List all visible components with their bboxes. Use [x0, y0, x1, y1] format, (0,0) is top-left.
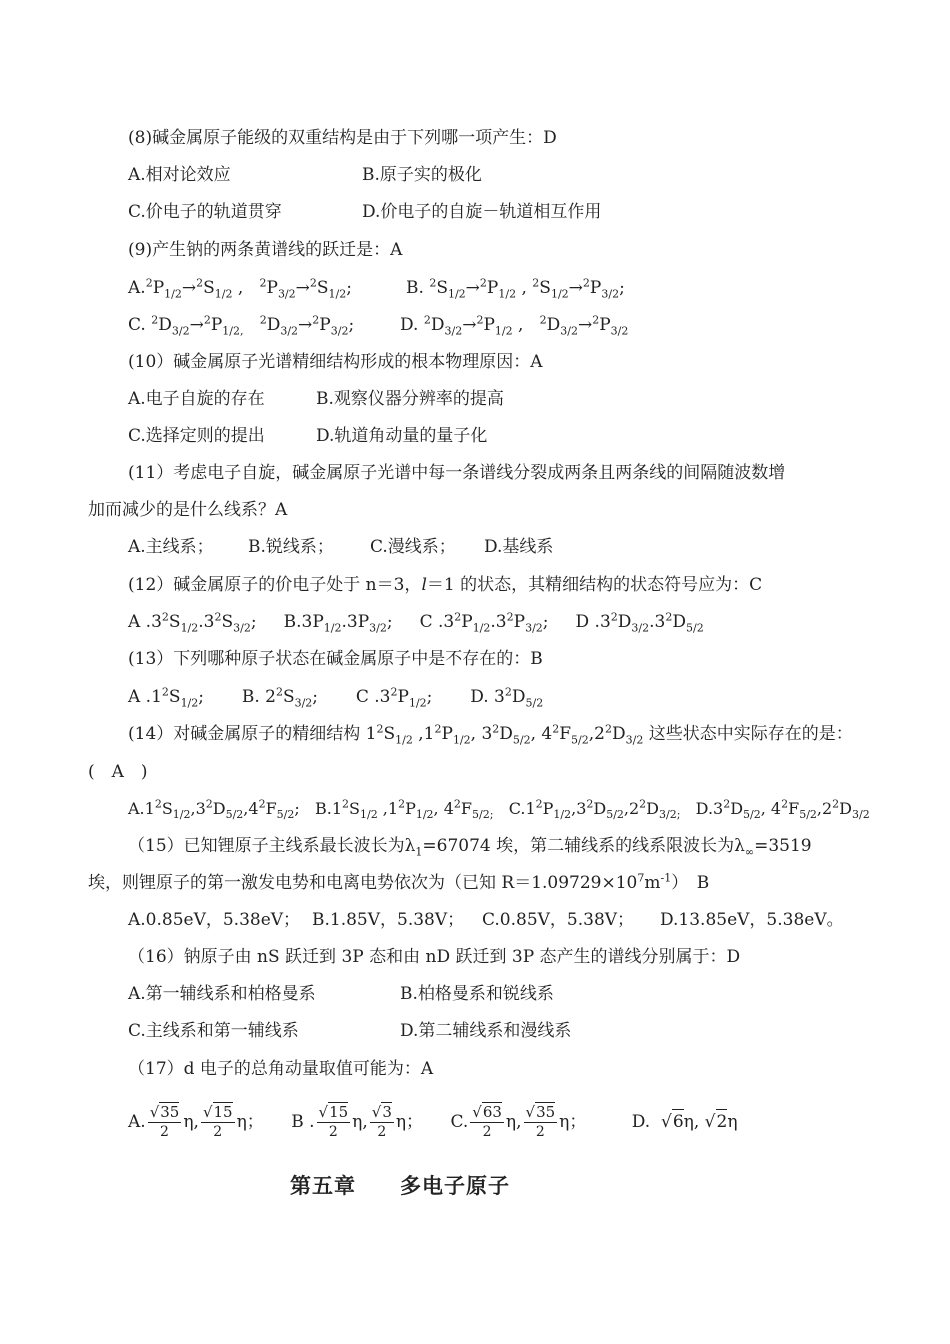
question-13-options: A $.1^2S_{1/2}$; B. $2^2S_{3/2}$; C $.3^2P_{1/2}$; D. $3^2D_{5/2}$: [128, 685, 544, 710]
question-17-option-a: A. $\frac{√35}{2}$ η, $\frac{√15}{2}$ η；: [128, 1103, 264, 1140]
question-16-option-c: C.主线系和第一辅线系: [128, 1021, 299, 1041]
chapter-title: 第五章 多电子原子: [290, 1173, 510, 1198]
question-14-stem: (14）对碱金属原子的精细结构 $1^2S_{1/2}$ $,1^2P_{1/2}$, $3^2D_{5/2}$, $4^2F_{5/2},2^2D_{3/2}$ 这些状态中实际存在的是：: [128, 722, 853, 747]
question-16-option-a: A.第一辅线系和柏格曼系: [128, 984, 316, 1004]
question-17-stem: （17）d 电子的总角动量取值可能为：A: [128, 1059, 434, 1079]
question-8-option-a: A.相对论效应: [128, 165, 231, 185]
question-11-stem-line2: 加而减少的是什么线系？A: [88, 500, 288, 520]
question-15-option-c: C.0.85V，5.38V；: [482, 910, 635, 930]
question-15-stem-line2: 埃，则锂原子的第一激发电势和电离电势依次为（已知 $R=1.09729\times 10^7m^{-1}$） B: [88, 871, 710, 893]
question-15-option-a: A.0.85eV，5.38eV；: [128, 910, 301, 930]
question-10-option-a: A.电子自旋的存在: [128, 389, 265, 409]
question-10-option-b: B.观察仪器分辨率的提高: [316, 389, 504, 409]
question-11-option-b: B.锐线系；: [248, 537, 334, 557]
question-9-stem: (9)产生钠的两条黄谱线的跃迁是：A: [128, 240, 403, 260]
question-16-stem: （16）钠原子由 nS 跃迁到 3P 态和由 nD 跃迁到 3P 态产生的谱线分别属于：D: [128, 947, 741, 967]
question-8-stem: (8)碱金属原子能级的双重结构是由于下列哪一项产生：D: [128, 128, 557, 148]
question-9-option-d: D. $^2D_{3/2}\to^2P_{1/2}$ , $^2D_{3/2}\to^2P_{3/2}$: [400, 313, 629, 338]
question-8-option-d: D.价电子的自旋－轨道相互作用: [362, 202, 602, 222]
question-11-stem-line1: (11）考虑电子自旋，碱金属原子光谱中每一条谱线分裂成两条且两条线的间隔随波数增: [128, 463, 786, 483]
question-11-option-c: C.漫线系；: [370, 537, 456, 557]
question-17-option-b: B . $\frac{√15}{2}$ η, $\frac{√3}{2}$ η；: [291, 1103, 424, 1140]
question-8-option-c: C.价电子的轨道贯穿: [128, 202, 282, 222]
question-17-options: [128, 1102, 738, 1141]
question-9-option-b: B. $^2S_{1/2}\to^2P_{1/2}$ , $^2S_{1/2}\to^2P_{3/2}$;: [406, 276, 625, 301]
question-11-option-d: D.基线系: [484, 537, 554, 557]
question-8-option-b: B.原子实的极化: [362, 165, 482, 185]
question-17-option-d: D. √ 6 η, √ 2 η: [632, 1109, 738, 1134]
question-10-option-c: C.选择定则的提出: [128, 426, 265, 446]
question-14-options: $A.1^2S_{1/2},3^2D_{5/2},4^2F_{5/2}$; $B.1^2S_{1/2}$ $,1^2P_{1/2}$, $4^2F_{5/2;}$ $C.1^2P_{1/2},3^2D_{5/2},2^2D_{3/2;}$ $D.3^2D_{5/2}$, $4^2F_{5/2},2^2D_{3/2}$: [128, 797, 870, 822]
question-14-answer: ( A ): [88, 762, 148, 782]
question-10-option-d: D.轨道角动量的量子化: [316, 426, 488, 446]
question-11-option-a: A.主线系；: [128, 537, 214, 557]
question-9-option-a: $A.^2P_{1/2}\to^2S_{1/2}$ , $^2P_{3/2}\to^2S_{1/2}$;: [128, 276, 352, 301]
question-15-stem: （15）已知锂原子主线系最长波长为$\lambda_1=67074$ 埃，第二辅线系的线系限波长为$\lambda_\infty=3519$: [128, 836, 812, 859]
question-16-option-d: D.第二辅线系和漫线系: [400, 1021, 572, 1041]
question-17-option-c: C. $\frac{√63}{2}$ η, $\frac{√35}{2}$ η；: [450, 1103, 587, 1140]
question-9-option-c: C. $^2D_{3/2}\to^2P_{1/2,}$ $^2D_{3/2}\to^2P_{3/2}$;: [128, 313, 355, 338]
question-16-option-b: B.柏格曼系和锐线系: [400, 984, 554, 1004]
question-10-stem: (10）碱金属原子光谱精细结构形成的根本物理原因：A: [128, 352, 543, 372]
question-15-option-d: D.13.85eV，5.38eV。: [660, 910, 844, 930]
question-12-options: A $.3^2S_{1/2}.3^2S_{3/2}$; $B.3P_{1/2}.3P_{3/2}$; C $.3^2P_{1/2}.3^2P_{3/2}$; D $.3^2D_{3/2}.3^2D_{5/2}$: [128, 610, 704, 635]
question-15-option-b: B.1.85V，5.38V；: [312, 910, 465, 930]
question-12-stem: (12）碱金属原子的价电子处于 n＝3，l＝1 的状态，其精细结构的状态符号应为：C: [128, 575, 763, 595]
question-13-stem: (13）下列哪种原子状态在碱金属原子中是不存在的：B: [128, 649, 543, 669]
